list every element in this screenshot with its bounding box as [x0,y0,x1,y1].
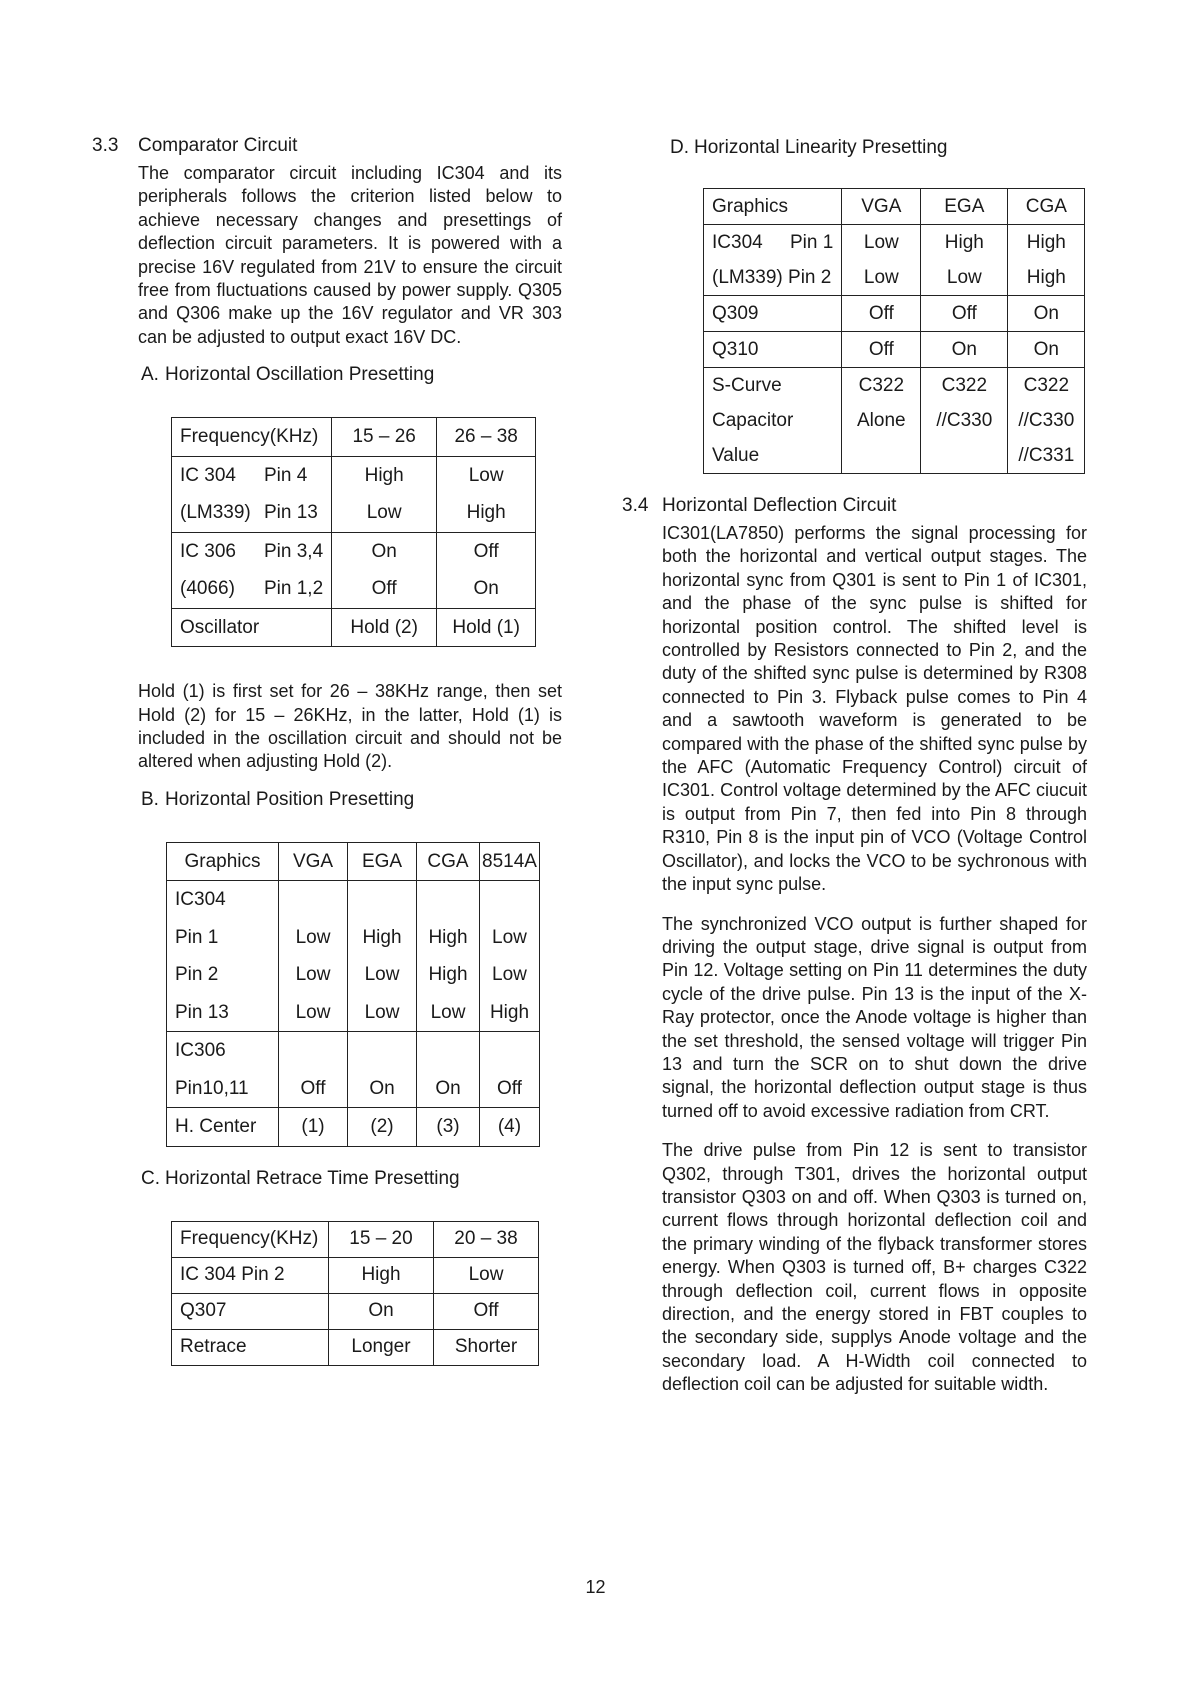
value-cell: Low [279,994,348,1032]
value-cell: On [921,332,1008,368]
subsection-b-heading [141,788,562,812]
header-cell: CGA [1008,189,1085,225]
row-label-cell: Value [704,438,842,474]
value-cell: High [417,919,480,957]
header-cell: VGA [842,189,921,225]
subsection-title: Horizontal Position Presetting [165,788,415,810]
header-cell: EGA [348,842,417,881]
value-cell: High [1008,225,1085,261]
subsection-title: Horizontal Oscillation Presetting [165,364,435,386]
value-cell: Low [332,494,437,532]
value-cell: Alone [842,403,921,438]
header-cell: Graphics [704,189,842,225]
row-label-cell: H. Center [167,1108,279,1147]
value-cell: High [348,919,417,957]
value-cell: //C330 [1008,403,1085,438]
row-label-cell [704,225,842,261]
row-label-cell: IC306 [167,1032,279,1070]
table-header-row [704,189,1085,225]
row-pin: Pin 1 [790,231,834,253]
value-cell: High [329,1257,434,1293]
value-cell: Hold (1) [437,608,536,647]
table-row [167,919,540,957]
row-label-cell: Pin 1 [167,919,279,957]
value-cell: On [437,570,536,608]
table-row [172,1329,539,1365]
row-label-cell: Capacitor [704,403,842,438]
row-label: (4066) [180,578,235,599]
value-cell: Low [348,994,417,1032]
value-cell: Longer [329,1329,434,1365]
value-cell: On [332,532,437,570]
value-cell: Low [842,260,921,296]
table-row [172,532,536,570]
empty-cell [348,881,417,919]
value-cell: Low [279,956,348,994]
row-label-cell: Q307 [172,1293,329,1329]
table-row [167,994,540,1032]
section-number: 3.3 [92,135,119,156]
value-cell: On [1008,296,1085,332]
header-cell: 15 – 26 [332,418,437,457]
page-number: 12 [585,1577,606,1597]
row-label-cell: Pin 13 [167,994,279,1032]
value-cell: Off [921,296,1008,332]
header-cell: EGA [921,189,1008,225]
table-row [167,1070,540,1108]
table-header-row [172,1221,539,1257]
table-row [704,403,1085,438]
value-cell: (1) [279,1108,348,1147]
section-3-3-heading [92,134,562,158]
row-label-cell: Retrace [172,1329,329,1365]
row-label-cell: Oscillator [172,608,332,647]
row-label-cell: Pin10,11 [167,1070,279,1108]
table-row [167,956,540,994]
value-cell: Low [348,956,417,994]
value-cell: Low [279,919,348,957]
empty-cell [348,1032,417,1070]
position-presetting-table [166,842,540,1147]
empty-cell [842,438,921,474]
table-row [704,260,1085,296]
table-row [704,368,1085,404]
value-cell: Shorter [434,1329,539,1365]
row-label-cell: IC 304 Pin 2 [172,1257,329,1293]
subsection-a-heading [141,363,562,387]
row-label-cell: Q310 [704,332,842,368]
value-cell: High [437,494,536,532]
deflection-paragraph-1: IC301(LA7850) performs the signal processing for both the horizontal and vertical output stages. The horizontal sync from Q301 is sent to Pin 1 of IC301, and the phase of the sync pulse is shifted for horizontal position control. The shifted level is controlled by Resistors connected to Pin 2, and the duty of the shifted sync pulse is determined by R308 connected to Pin 3. Flyback pulse comes to Pin 4 and a sawtooth waveform is generated to be compared with the phase of the shifted sync pulse by the AFC (Automatic Frequency Control) circuit of IC301. Control voltage determined by the AFC ciucuit is output from Pin 7, then fed into Pin 8 through R310, Pin 8 is the input pin of VCO (Voltage Control Oscillator), and locks the VCO to be sychronous with the input sync pulse. [662,523,1087,895]
table-row [704,332,1085,368]
row-label-cell: IC304 [167,881,279,919]
table-row [172,608,536,647]
value-cell: (2) [348,1108,417,1147]
row-label-cell [172,570,332,608]
value-cell: Low [437,456,536,494]
value-cell: Low [842,225,921,261]
row-pin: Pin 1,2 [264,578,324,599]
value-cell: Off [279,1070,348,1108]
empty-cell [921,438,1008,474]
empty-cell [480,1032,540,1070]
value-cell: Low [480,956,540,994]
retrace-presetting-table [171,1221,539,1366]
table-row [172,1257,539,1293]
row-label-cell: (LM339) Pin 2 [704,260,842,296]
table-row [704,438,1085,474]
header-cell: VGA [279,842,348,881]
header-cell: Frequency(KHz) [172,1221,329,1257]
row-label-cell: S-Curve [704,368,842,404]
value-cell: C322 [921,368,1008,404]
value-cell: C322 [1008,368,1085,404]
value-cell: On [1008,332,1085,368]
value-cell: Off [480,1070,540,1108]
comparator-paragraph: The comparator circuit including IC304 and its peripherals follows the criterion listed below to achieve necessary changes and presettings of deflection circuit parameters. It is powered with a precise 16V regulated from 21V to ensure the circuit free from fluctuations caused by power supply. Q305 and Q306 make up the 16V regulator and VR 303 can be adjusted to output exact 16V DC. [138,163,562,347]
row-label: (LM339) [180,502,251,523]
section-title: Horizontal Deflection Circuit [662,495,897,516]
table-row [172,456,536,494]
value-cell: High [921,225,1008,261]
deflection-paragraph-3: The drive pulse from Pin 12 is sent to transistor Q302, through T301, drives the horizontal output transistor Q303 on and off. When Q303 is turned on, current flows through horizontal deflection coil and the primary winding of the flyback transformer stores energy. When Q303 is turned off, B+ charges C322 through deflection coil, current flows in opposite direction, and the energy stored in FBT couples to the secondary side, supplys Anode voltage and the secondary load. A H-Width coil connected to deflection coil can be adjusted for suitable width. [662,1140,1087,1395]
row-label: IC 306 [180,540,236,562]
value-cell: (3) [417,1108,480,1147]
right-column [622,134,1087,1397]
header-cell: 8514A [480,842,540,881]
header-cell: Frequency(KHz) [172,418,332,457]
value-cell: High [480,994,540,1032]
oscillation-presetting-table [171,417,536,647]
table-row [704,225,1085,261]
value-cell: On [348,1070,417,1108]
value-cell: On [417,1070,480,1108]
subsection-title: Horizontal Retrace Time Presetting [165,1167,460,1189]
table-row [172,494,536,532]
value-cell: Low [434,1257,539,1293]
value-cell: Off [332,570,437,608]
empty-cell [480,881,540,919]
value-cell: Hold (2) [332,608,437,647]
linearity-presetting-table [703,188,1085,474]
hold-note-paragraph: Hold (1) is first set for 26 – 38KHz range, then set Hold (2) for 15 – 26KHz, in the latter, Hold (1) is included in the oscillation circuit and should not be altered when adjusting Hold (2). [138,681,562,772]
header-cell: CGA [417,842,480,881]
subsection-letter: D. [670,137,689,158]
subsection-title: Horizontal Linearity Presetting [694,137,948,158]
subsection-letter: B. [141,788,159,810]
section-number: 3.4 [622,495,649,516]
table-header-row [172,418,536,457]
subsection-letter: A. [141,364,159,386]
section-title: Comparator Circuit [138,135,298,156]
value-cell: //C331 [1008,438,1085,474]
table-row [167,1108,540,1147]
left-column [92,134,562,1366]
row-label-cell: Q309 [704,296,842,332]
value-cell: On [329,1293,434,1329]
row-label: IC304 [712,231,763,253]
subsection-letter: C. [141,1167,160,1189]
row-label-cell [172,456,332,494]
value-cell: (4) [480,1108,540,1147]
row-pin: Pin 13 [264,502,318,523]
subsection-c-heading [141,1167,562,1191]
header-cell: 15 – 20 [329,1221,434,1257]
value-cell: Off [842,296,921,332]
empty-cell [417,881,480,919]
value-cell: Off [437,532,536,570]
table-row [167,1032,540,1070]
value-cell: High [417,956,480,994]
value-cell: C322 [842,368,921,404]
row-label-cell [172,494,332,532]
value-cell: Off [842,332,921,368]
row-pin: Pin 3,4 [264,540,324,562]
table-row [167,881,540,919]
row-label-cell [172,532,332,570]
value-cell: High [1008,260,1085,296]
value-cell: Low [480,919,540,957]
row-pin: Pin 4 [264,464,308,486]
value-cell: Low [417,994,480,1032]
value-cell: High [332,456,437,494]
deflection-paragraph-2: The synchronized VCO output is further shaped for driving the output stage, drive signal is output from Pin 12. Voltage setting on Pin 11 determines the duty cycle of the drive pulse. Pin 13 is the input of the X-Ray protector, once the Anode voltage is higher than the set threshold, the sensed voltage will trigger Pin 13 and turn the SCR on to shut down the drive signal, the horizontal deflection output stage is thus turned off to avoid excessive radiation from CRT. [662,913,1087,1121]
value-cell: Low [921,260,1008,296]
row-label-cell: Pin 2 [167,956,279,994]
empty-cell [417,1032,480,1070]
header-cell: Graphics [167,842,279,881]
header-cell: 26 – 38 [437,418,536,457]
table-row [172,570,536,608]
subsection-d-heading [670,136,1087,160]
empty-cell [279,1032,348,1070]
header-cell: 20 – 38 [434,1221,539,1257]
value-cell: //C330 [921,403,1008,438]
row-label: IC 304 [180,464,236,486]
table-row [172,1293,539,1329]
empty-cell [279,881,348,919]
table-row [704,296,1085,332]
table-header-row [167,842,540,881]
value-cell: Off [434,1293,539,1329]
section-3-4-heading [622,494,1087,518]
